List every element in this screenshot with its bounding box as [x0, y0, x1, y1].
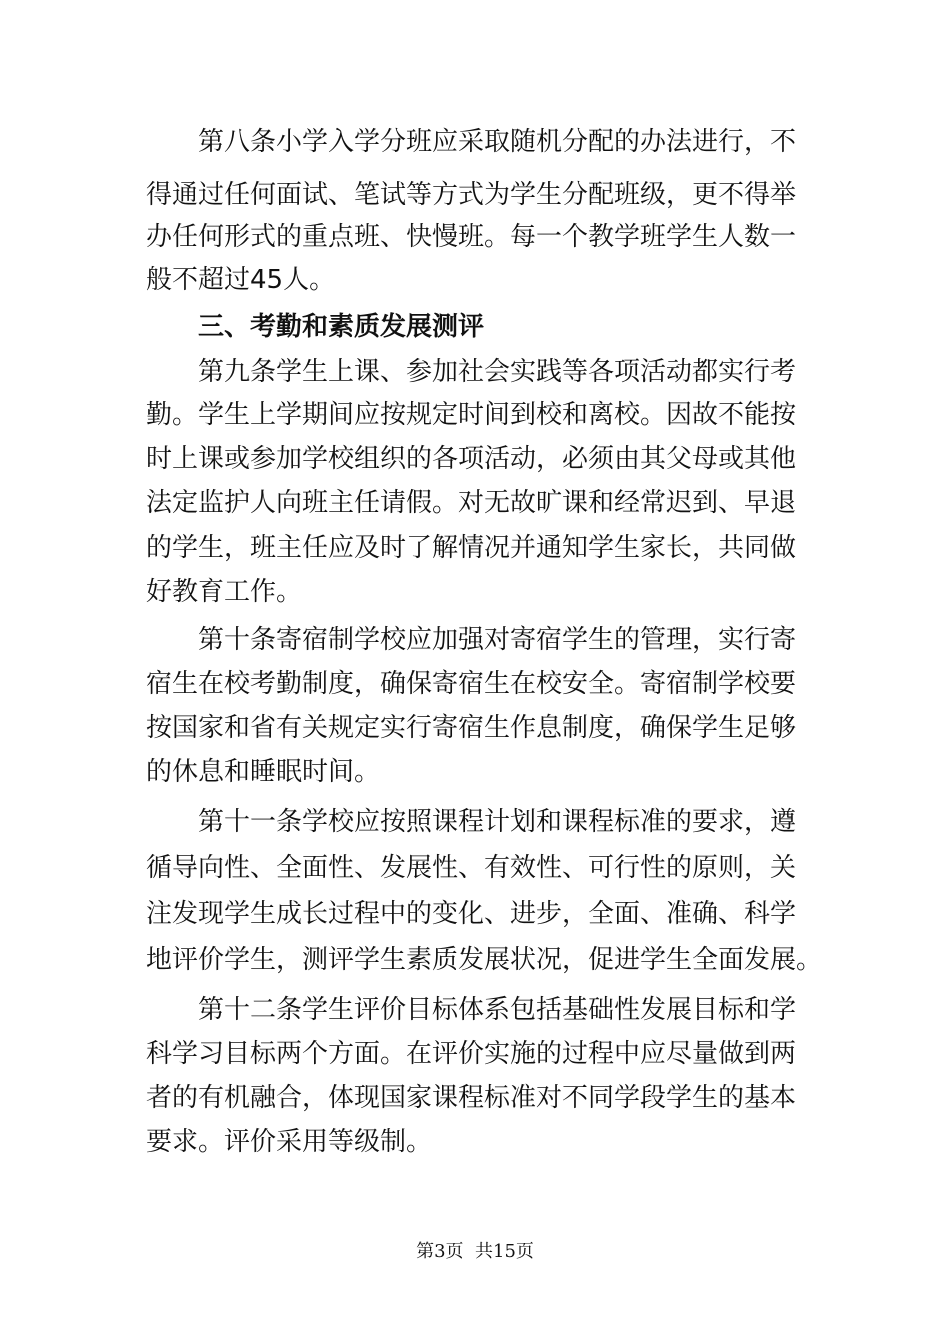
paragraph-line	[0, 570, 950, 614]
paragraph-line	[0, 437, 950, 481]
paragraph-line	[0, 892, 950, 936]
paragraph-line	[0, 173, 950, 217]
article-9-line-3: 时上课或参加学校组织的各项活动，必须由其父母或其他	[146, 444, 797, 474]
article-9-line-6: 好教育工作。	[146, 577, 303, 607]
paragraph-line	[0, 1076, 950, 1120]
section-3-title: 三、考勤和素质发展测评	[198, 312, 485, 342]
article-10-line-3: 按国家和省有关规定实行寄宿生作息制度，确保学生足够	[146, 713, 797, 743]
article-9-line-2: 勤。学生上学期间应按规定时间到校和离校。因故不能按	[146, 400, 797, 430]
article-10-line-2: 宿生在校考勤制度，确保寄宿生在校安全。寄宿制学校要	[146, 669, 797, 699]
paragraph-line	[0, 1120, 950, 1164]
article-12-line-1: 第十二条学生评价目标体系包括基础性发展目标和学	[198, 995, 797, 1025]
article-10-line-4: 的休息和睡眠时间。	[146, 757, 381, 787]
paragraph-line	[0, 120, 950, 164]
paragraph-line	[0, 750, 950, 794]
article-9-line-1: 第九条学生上课、参加社会实践等各项活动都实行考	[198, 357, 797, 387]
paragraph-line	[0, 662, 950, 706]
paragraph-line	[0, 938, 950, 982]
paragraph-line	[0, 1032, 950, 1076]
article-12-line-2: 科学习目标两个方面。在评价实施的过程中应尽量做到两	[146, 1039, 797, 1069]
article-11-line-2: 循导向性、全面性、发展性、有效性、可行性的原则，关	[146, 853, 797, 883]
article-9-line-4: 法定监护人向班主任请假。对无故旷课和经常迟到、早退	[146, 488, 797, 518]
paragraph-line	[0, 350, 950, 394]
article-12-line-4: 要求。评价采用等级制。	[146, 1127, 433, 1157]
paragraph-line	[0, 258, 950, 302]
paragraph-line	[0, 988, 950, 1032]
article-8-line-3: 办任何形式的重点班、快慢班。每一个教学班学生人数一	[146, 222, 797, 252]
page-footer	[0, 1240, 950, 1264]
article-8-line-1: 第八条小学入学分班应采取随机分配的办法进行，不	[198, 127, 797, 157]
paragraph-line	[0, 846, 950, 890]
paragraph-line	[0, 526, 950, 570]
article-10-line-1: 第十条寄宿制学校应加强对寄宿学生的管理，实行寄	[198, 625, 797, 655]
article-11-line-4: 地评价学生，测评学生素质发展状况，促进学生全面发展。	[146, 945, 823, 975]
paragraph-line	[0, 706, 950, 750]
paragraph-line	[0, 618, 950, 662]
article-12-line-3: 者的有机融合，体现国家课程标准对不同学段学生的基本	[146, 1083, 797, 1113]
paragraph-line	[0, 393, 950, 437]
paragraph-line	[0, 481, 950, 525]
article-8-line-4: 般不超过45人。	[146, 265, 336, 295]
article-11-line-3: 注发现学生成长过程中的变化、进步，全面、准确、科学	[146, 899, 797, 929]
page-number: 第3页 共15页	[416, 1241, 534, 1262]
paragraph-line	[0, 215, 950, 259]
article-9-line-5: 的学生，班主任应及时了解情况并通知学生家长，共同做	[146, 533, 797, 563]
paragraph-line	[0, 800, 950, 844]
section-heading	[0, 305, 950, 349]
article-8-line-2: 得通过任何面试、笔试等方式为学生分配班级，更不得举	[146, 180, 797, 210]
article-11-line-1: 第十一条学校应按照课程计划和课程标准的要求，遵	[198, 807, 797, 837]
